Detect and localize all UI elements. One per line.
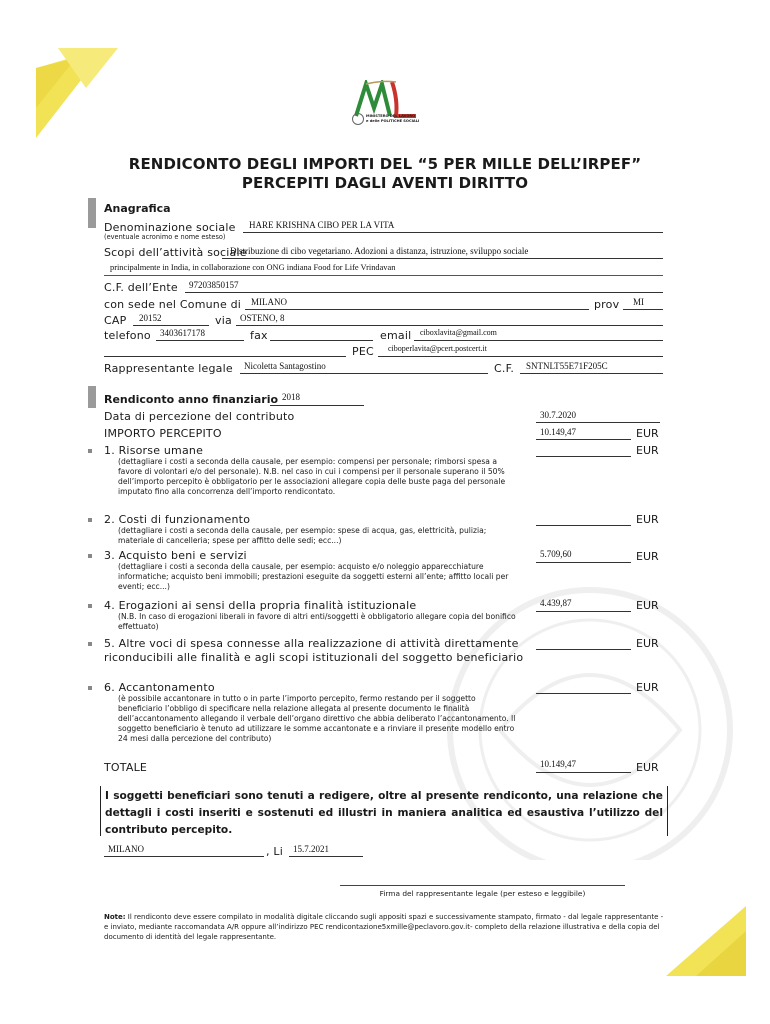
notice-text: I soggetti beneficiari sono tenuti a redigere, oltre al presente rendiconto, una relazione che dettagli i costi inseriti e sostenuti ed illustri in maniera analitica ed esaustiva l’utilizzo del contributo percepito.: [105, 790, 663, 836]
corner-decoration-bottom-right: [666, 906, 746, 976]
footer-note: [104, 912, 669, 942]
notice-box: [100, 786, 668, 836]
cf-label: C.F. dell’Ente: [104, 281, 178, 294]
via-field[interactable]: [236, 311, 663, 326]
note-label: Note:: [104, 913, 126, 921]
fax-field[interactable]: [270, 326, 373, 341]
rappresentante-label: Rappresentante legale: [104, 362, 233, 375]
rendiconto-heading: Rendiconto anno finanziario: [104, 393, 279, 406]
data-percezione-label: Data di percezione del contributo: [104, 410, 295, 423]
cf-value: 97203850157: [189, 280, 239, 290]
email-field[interactable]: [414, 326, 663, 341]
sede-label: con sede nel Comune di: [104, 298, 242, 311]
rapp-cf-field[interactable]: [520, 359, 663, 374]
cf-field[interactable]: [185, 278, 663, 293]
item-bullet: [88, 518, 92, 522]
item-4-value: 4.439,87: [540, 598, 572, 608]
pec-prefix-line[interactable]: [104, 342, 346, 357]
item-bullet: [88, 686, 92, 690]
item-3-value: 5.709,60: [540, 549, 572, 559]
data-percezione-value: 30.7.2020: [540, 410, 576, 420]
importo-field[interactable]: [536, 425, 631, 440]
sede-field[interactable]: [245, 295, 589, 310]
rappresentante-value: Nicoletta Santagostino: [244, 361, 326, 371]
item-bullet: [88, 642, 92, 646]
denominazione-field[interactable]: [243, 218, 663, 233]
via-value: OSTENO, 8: [240, 313, 285, 323]
emblem-icon: [352, 113, 364, 125]
scopi-field-3[interactable]: [104, 274, 663, 276]
signature-line[interactable]: [340, 884, 625, 886]
item-5-eur: EUR: [636, 637, 659, 650]
place-field[interactable]: [104, 842, 264, 857]
item-2-field[interactable]: [536, 511, 631, 526]
fax-label: fax: [250, 329, 268, 342]
item-3-title: 3. Acquisto beni e servizi: [104, 549, 247, 562]
item-2-note: (dettagliare i costi a seconda della causale, per esempio: spese di acqua, gas, elettricità, pulizia; materiale di cancelleria; spese per affitto delle sedi; ecc...): [118, 526, 487, 545]
via-label: via: [215, 314, 232, 327]
prov-value: MI: [633, 297, 644, 307]
pec-field[interactable]: [378, 342, 663, 357]
logo-line-2: e delle POLITICHE SOCIALI: [366, 118, 420, 123]
cap-value: 20152: [139, 313, 162, 323]
item-2-title: 2. Costi di funzionamento: [104, 513, 251, 526]
prov-label: prov: [594, 298, 620, 311]
place-value: MILANO: [108, 844, 144, 854]
corner-decoration-top-left: [36, 48, 118, 138]
item-1-field[interactable]: [536, 442, 631, 457]
item-4-field[interactable]: [536, 597, 631, 612]
scopi-label: Scopi dell’attività sociale: [104, 246, 247, 259]
date-field[interactable]: [289, 842, 363, 857]
item-4-note: (N.B. In caso di erogazioni liberali in favore di altri enti/soggetti è obbligatorio allegare copia del bonifico effettuato): [118, 612, 516, 631]
item-bullet: [88, 604, 92, 608]
item-5-title: 5. Altre voci di spesa connesse alla realizzazione di attività direttamente riconducibili alle finalità e agli scopi istituzionali del soggetto beneficiario: [104, 637, 524, 664]
cap-field[interactable]: [133, 311, 209, 326]
anno-value: 2018: [282, 392, 300, 402]
section-marker-anagrafica: [88, 198, 96, 228]
item-6-note: (è possibile accantonare in tutto o in parte l’importo percepito, fermo restando per il soggetto beneficiario l’obbligo di specificare nella relazione allegata al presente documento le finalità dell’accantonamento allegando il verbale dell’organo direttivo che abbia deliberato l’accantonamento. Il soggetto beneficiario è tenuto ad utilizzare le somme accantonate e a rinviare il presente modello entro 24 mesi dalla percezione del contributo): [118, 694, 516, 743]
item-2-eur: EUR: [636, 513, 659, 526]
item-5-field[interactable]: [536, 635, 631, 650]
importo-value: 10.149,47: [540, 427, 576, 437]
importo-eur: EUR: [636, 427, 659, 440]
section-marker-rendiconto: [88, 386, 96, 408]
scopi-field-1[interactable]: [222, 244, 663, 259]
item-1-title: 1. Risorse umane: [104, 444, 204, 457]
item-6-eur: EUR: [636, 681, 659, 694]
anno-field[interactable]: [270, 391, 364, 406]
item-3-eur: EUR: [636, 550, 659, 563]
sede-value: MILANO: [251, 297, 287, 307]
scopi-value-2: principalmente in India, in collaborazione con ONG indiana Food for Life Vrindavan: [110, 263, 396, 272]
title-line-1: RENDICONTO DEGLI IMPORTI DEL “5 PER MILLE DELL’IRPEF”: [128, 155, 642, 173]
item-bullet: [88, 449, 92, 453]
ministry-logo: [352, 80, 422, 132]
data-percezione-field[interactable]: [536, 408, 660, 423]
telefono-field[interactable]: [156, 326, 244, 341]
totale-value: 10.149,47: [540, 759, 576, 769]
importo-label: IMPORTO PERCEPITO: [104, 427, 222, 440]
li-label: , Li: [266, 845, 283, 858]
item-4-title: 4. Erogazioni ai sensi della propria finalità istituzionale: [104, 599, 417, 612]
telefono-label: telefono: [104, 329, 151, 342]
scopi-value-1: Distribuzione di cibo vegetariano. Adozioni a distanza, istruzione, sviluppo sociale: [230, 246, 529, 256]
firma-caption: Firma del rappresentante legale (per esteso e leggibile): [379, 889, 586, 898]
denominazione-note: (eventuale acronimo e nome esteso): [104, 233, 226, 241]
email-value: ciboxlavita@gmail.com: [420, 328, 497, 337]
date-value: 15.7.2021: [293, 844, 329, 854]
totale-eur: EUR: [636, 761, 659, 774]
prov-field[interactable]: [623, 295, 663, 310]
email-label: email: [380, 329, 412, 342]
item-1-note: (dettagliare i costi a seconda della causale, per esempio: compensi per personale; rimborsi spesa a favore di volontari e/o del personale). N.B. nel caso in cui i compensi per il personale superano il 50% dell’importo percepito è obbligatorio per le associazioni allegare copia delle buste paga del personale imputato fino alla concorrenza dell’importo rendicontato.: [118, 457, 506, 496]
item-4-eur: EUR: [636, 599, 659, 612]
item-6-field[interactable]: [536, 679, 631, 694]
pec-value: ciboperlavita@pcert.postcert.it: [388, 344, 487, 353]
denominazione-label: Denominazione sociale: [104, 221, 236, 234]
cap-label: CAP: [104, 314, 127, 327]
totale-field[interactable]: [536, 758, 631, 773]
item-3-field[interactable]: [536, 548, 631, 563]
rapp-cf-label: C.F.: [494, 362, 515, 375]
item-bullet: [88, 554, 92, 558]
note-text: Il rendiconto deve essere compilato in modalità digitale cliccando sugli appositi spazi e successivamente stampato, firmato - dal legale rappresentante - e inviato, mediante raccomandata A/R oppure all’indirizzo PEC rendicontazione5xmille@peclavoro.gov.it- completo della relazione illustrativa e della copia del documento di identità del legale rappresentante.: [104, 913, 664, 941]
anagrafica-heading: Anagrafica: [104, 202, 171, 215]
item-3-note: (dettagliare i costi a seconda della causale, per esempio: acquisto e/o noleggio apparecchiature informatiche; acquisto beni immobili; prestazioni eseguite da soggetti esterni all’ente; affitto locali per eventi; ecc...): [118, 562, 509, 591]
rapp-cf-value: SNTNLT55E71F205C: [526, 361, 608, 371]
document-title: [0, 155, 770, 193]
pec-label: PEC: [352, 345, 374, 358]
totale-label: TOTALE: [104, 761, 148, 774]
denominazione-value: HARE KRISHNA CIBO PER LA VITA: [249, 220, 395, 230]
item-6-title: 6. Accantonamento: [104, 681, 215, 694]
item-1-eur: EUR: [636, 444, 659, 457]
title-line-2: PERCEPITI DAGLI AVENTI DIRITTO: [241, 174, 529, 192]
telefono-value: 3403617178: [160, 328, 205, 338]
rappresentante-field[interactable]: [240, 359, 488, 374]
logo-line-1: MINISTERO DEL LAVORO: [366, 114, 416, 118]
